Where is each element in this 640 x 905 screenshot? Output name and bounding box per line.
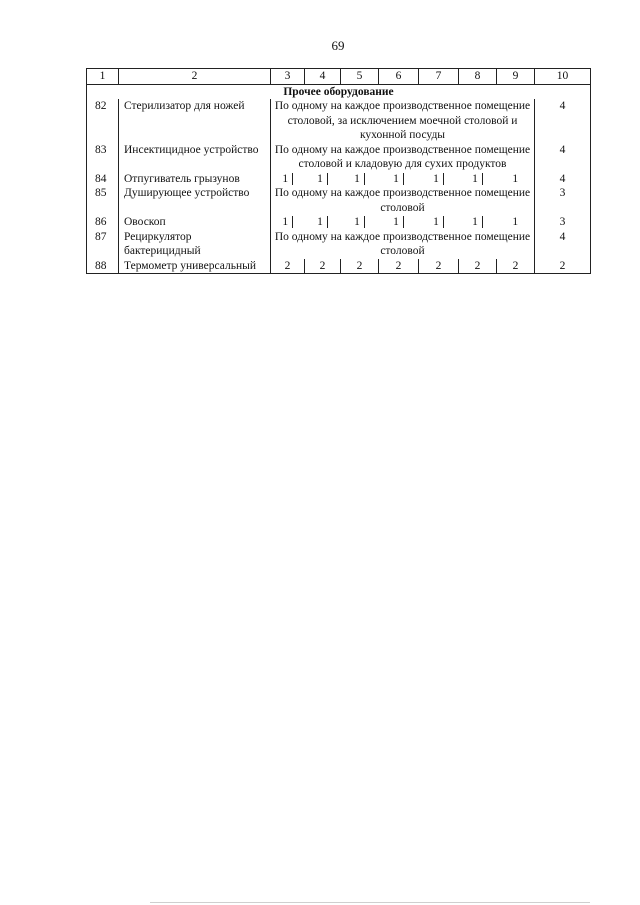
col-7-value	[419, 172, 459, 187]
col-9-value: 1	[497, 172, 535, 187]
equipment-name: Рециркулятор бактерицидный	[119, 230, 271, 259]
table-row	[87, 172, 591, 187]
col-10-value: 3	[535, 215, 591, 230]
equipment-name: Душирующее устройство	[119, 186, 271, 215]
quantity-note: По одному на каждое производственное помещение столовой и кладовую для сухих продуктов	[271, 143, 535, 172]
value-text: 1	[433, 216, 439, 228]
value-text: 1	[433, 172, 439, 185]
col-8-value	[459, 215, 497, 230]
col-3-value	[271, 172, 305, 187]
value-text: 1	[317, 172, 323, 185]
header-col-6: 6	[379, 69, 419, 85]
col-8-value: 2	[459, 259, 497, 274]
col-3-value: 2	[271, 259, 305, 274]
column-tick	[292, 216, 293, 228]
page-number: 69	[331, 38, 345, 53]
equipment-name: Отпугиватель грызунов	[119, 172, 271, 187]
table-row	[87, 230, 591, 259]
col-5-value	[341, 215, 379, 230]
scan-edge-line	[150, 902, 590, 903]
column-tick	[403, 216, 404, 228]
table-header	[87, 69, 591, 85]
header-col-8: 8	[459, 69, 497, 85]
quantity-note: По одному на каждое производственное помещение столовой	[271, 230, 535, 259]
row-number: 83	[87, 143, 119, 172]
col-8-value	[459, 172, 497, 187]
value-text: 1	[472, 172, 478, 185]
value-text: 1	[282, 216, 289, 228]
col-3-value	[271, 215, 305, 230]
value-text: 1	[354, 216, 360, 228]
header-col-3: 3	[271, 69, 305, 85]
row-number: 85	[87, 186, 119, 215]
table-row	[87, 186, 591, 215]
header-row	[87, 69, 591, 85]
row-number: 84	[87, 172, 119, 187]
column-tick	[443, 173, 444, 185]
col-10-value: 4	[535, 230, 591, 259]
col-10-value: 2	[535, 259, 591, 274]
header-col-5: 5	[341, 69, 379, 85]
value-text: 1	[317, 216, 323, 228]
value-text: 1	[393, 172, 399, 185]
col-6-value: 2	[379, 259, 419, 274]
col-6-value	[379, 215, 419, 230]
header-col-4: 4	[305, 69, 341, 85]
table-row	[87, 143, 591, 172]
col-4-value	[305, 215, 341, 230]
section-title: Прочее оборудование	[87, 84, 591, 99]
value-text: 1	[472, 216, 478, 228]
column-tick	[292, 173, 293, 185]
column-tick	[327, 216, 328, 228]
header-col-7: 7	[419, 69, 459, 85]
column-tick	[327, 173, 328, 185]
header-col-1: 1	[87, 69, 119, 85]
header-col-10: 10	[535, 69, 591, 85]
quantity-note: По одному на каждое производственное помещение столовой	[271, 186, 535, 215]
equipment-name: Стерилизатор для ножей	[119, 99, 271, 143]
col-6-value	[379, 172, 419, 187]
col-10-value: 4	[535, 172, 591, 187]
col-10-value: 4	[535, 143, 591, 172]
col-10-value: 3	[535, 186, 591, 215]
col-9-value: 1	[497, 215, 535, 230]
column-tick	[403, 173, 404, 185]
col-7-value: 2	[419, 259, 459, 274]
col-4-value: 2	[305, 259, 341, 274]
table-row	[87, 215, 591, 230]
row-number: 82	[87, 99, 119, 143]
column-tick	[364, 173, 365, 185]
equipment-table	[86, 68, 591, 274]
table-row	[87, 99, 591, 143]
col-10-value: 4	[535, 99, 591, 143]
value-text: 1	[282, 172, 289, 185]
col-5-value	[341, 172, 379, 187]
col-4-value	[305, 172, 341, 187]
equipment-name: Инсектицидное устройство	[119, 143, 271, 172]
header-col-9: 9	[497, 69, 535, 85]
table-row	[87, 259, 591, 274]
equipment-name: Овоскоп	[119, 215, 271, 230]
col-9-value: 2	[497, 259, 535, 274]
col-5-value: 2	[341, 259, 379, 274]
quantity-note: По одному на каждое производственное помещение столовой, за исключением моечной столовой и кухонной посуды	[271, 99, 535, 143]
row-number: 86	[87, 215, 119, 230]
value-text: 1	[354, 172, 360, 185]
column-tick	[482, 173, 483, 185]
value-text: 1	[393, 216, 399, 228]
column-tick	[443, 216, 444, 228]
row-number: 87	[87, 230, 119, 259]
row-number: 88	[87, 259, 119, 274]
column-tick	[364, 216, 365, 228]
column-tick	[482, 216, 483, 228]
col-7-value	[419, 215, 459, 230]
section-row	[87, 84, 591, 99]
equipment-name: Термометр универсальный	[119, 259, 271, 274]
header-col-2: 2	[119, 69, 271, 85]
